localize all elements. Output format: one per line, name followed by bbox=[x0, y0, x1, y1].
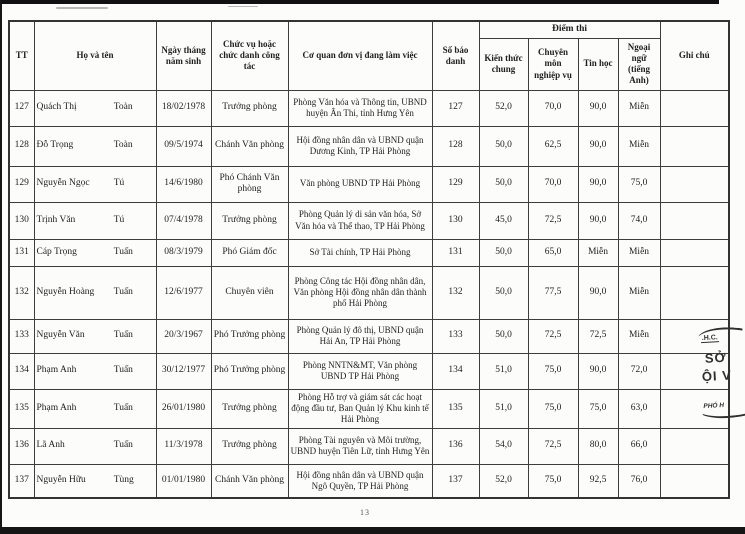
cell-sbd: 130 bbox=[432, 202, 479, 239]
cell-note bbox=[660, 166, 729, 202]
scan-edge-top bbox=[0, 0, 719, 4]
cell-position: Phó Trưởng phòng bbox=[211, 319, 288, 353]
given-name: Tuấn bbox=[113, 330, 133, 341]
cell-tt: 129 bbox=[9, 166, 34, 202]
cell-score-general: 52,0 bbox=[479, 90, 528, 126]
stamp-text: PHÓ H bbox=[703, 401, 725, 411]
cell-agency: Sở Tài chính, TP Hải Phòng bbox=[288, 239, 432, 266]
cell-agency: Hội đồng nhân dân và UBND quận Dương Kinh, TP Hải Phòng bbox=[288, 126, 432, 166]
cell-score-language: 76,0 bbox=[618, 464, 660, 498]
cell-score-professional: 75,0 bbox=[528, 389, 578, 428]
cell-score-general: 50,0 bbox=[479, 126, 528, 166]
given-name: Toàn bbox=[113, 140, 133, 151]
stamp-text: ỘI V bbox=[701, 367, 733, 385]
page-number: 13 bbox=[360, 508, 370, 517]
stamp-text: .H.C. bbox=[701, 334, 718, 343]
cell-position: Trưởng phòng bbox=[211, 202, 288, 239]
last-middle-name: Nguyễn Ngọc bbox=[36, 178, 90, 189]
cell-score-informatics: 90,0 bbox=[578, 353, 618, 389]
col-header-professional: Chuyên môn nghiệp vụ bbox=[528, 38, 578, 90]
cell-dob: 12/6/1977 bbox=[156, 266, 211, 319]
cell-agency: Văn phòng UBND TP Hải Phòng bbox=[288, 166, 432, 202]
col-header-informatics: Tin học bbox=[578, 38, 618, 90]
cell-dob: 18/02/1978 bbox=[156, 90, 211, 126]
last-middle-name: Trịnh Văn bbox=[36, 214, 76, 225]
cell-position: Trưởng phòng bbox=[211, 389, 288, 428]
cell-score-general: 52,0 bbox=[479, 464, 528, 498]
cell-sbd: 135 bbox=[432, 389, 479, 428]
cell-name bbox=[34, 353, 156, 389]
cell-score-general: 50,0 bbox=[479, 239, 528, 266]
cell-position: Chuyên viên bbox=[211, 266, 288, 319]
cell-score-language: 74,0 bbox=[618, 202, 660, 239]
cell-score-professional: 72,5 bbox=[528, 428, 578, 464]
cell-position: Chánh Văn phòng bbox=[211, 126, 288, 166]
last-middle-name: Cáp Trọng bbox=[36, 246, 77, 257]
cell-score-general: 50,0 bbox=[479, 319, 528, 353]
cell-score-professional: 75,0 bbox=[528, 464, 578, 498]
col-header-foreign-language: Ngoại ngữ (tiếng Anh) bbox=[618, 38, 660, 90]
cell-sbd: 127 bbox=[432, 90, 479, 126]
cell-score-language: 66,0 bbox=[618, 428, 660, 464]
cell-position: Phó Trưởng phòng bbox=[211, 353, 288, 389]
cell-sbd: 137 bbox=[432, 464, 479, 498]
cell-sbd: 132 bbox=[432, 266, 479, 319]
cell-score-general: 50,0 bbox=[479, 166, 528, 202]
cell-agency: Phòng Tài nguyên và Môi trường, UBND huyện Tiên Lữ, tỉnh Hưng Yên bbox=[288, 428, 432, 464]
given-name: Tuấn bbox=[113, 365, 133, 376]
given-name: Tuấn bbox=[113, 286, 133, 297]
table-row bbox=[9, 202, 729, 239]
cell-note bbox=[660, 202, 729, 239]
cell-score-informatics: 80,0 bbox=[578, 428, 618, 464]
table-header bbox=[9, 21, 729, 90]
cell-tt: 137 bbox=[9, 464, 34, 498]
cell-tt: 136 bbox=[9, 428, 34, 464]
cell-name bbox=[34, 319, 156, 353]
cell-dob: 09/5/1974 bbox=[156, 126, 211, 166]
cell-note bbox=[660, 90, 729, 126]
table-row bbox=[9, 353, 729, 389]
scan-edge-bottom bbox=[0, 527, 745, 534]
cell-name bbox=[34, 166, 156, 202]
last-middle-name: Phạm Anh bbox=[36, 402, 77, 413]
cell-score-informatics: 90,0 bbox=[578, 202, 618, 239]
col-header-name: Họ và tên bbox=[34, 21, 156, 90]
cell-agency: Phòng Hỗ trợ và giám sát các hoạt động đầu tư, Ban Quản lý Khu kinh tế Hải Phòng bbox=[288, 389, 432, 428]
given-name: Tuấn bbox=[113, 440, 133, 451]
official-stamp-partial bbox=[698, 325, 745, 433]
cell-position: Chánh Văn phòng bbox=[211, 464, 288, 498]
last-middle-name: Phạm Anh bbox=[36, 365, 77, 376]
cell-name bbox=[34, 90, 156, 126]
cell-score-language: Miễn bbox=[618, 319, 660, 353]
cell-tt: 133 bbox=[9, 319, 34, 353]
cell-note bbox=[660, 239, 729, 266]
given-name: Toàn bbox=[113, 102, 133, 113]
cell-dob: 01/01/1980 bbox=[156, 464, 211, 498]
table-row bbox=[9, 239, 729, 266]
cell-dob: 07/4/1978 bbox=[156, 202, 211, 239]
cell-note bbox=[660, 266, 729, 319]
cell-tt: 128 bbox=[9, 126, 34, 166]
table-row bbox=[9, 319, 729, 353]
cell-score-professional: 75,0 bbox=[528, 353, 578, 389]
table-row bbox=[9, 126, 729, 166]
cell-score-language: 75,0 bbox=[618, 166, 660, 202]
cell-score-general: 50,0 bbox=[479, 266, 528, 319]
cell-score-general: 51,0 bbox=[479, 389, 528, 428]
cell-score-language: Miễn bbox=[618, 266, 660, 319]
cell-dob: 30/12/1977 bbox=[156, 353, 211, 389]
cell-tt: 134 bbox=[9, 353, 34, 389]
cell-note bbox=[660, 428, 729, 464]
cell-sbd: 128 bbox=[432, 126, 479, 166]
cell-name bbox=[34, 126, 156, 166]
cell-score-informatics: 90,0 bbox=[578, 166, 618, 202]
last-middle-name: Lã Anh bbox=[36, 440, 65, 451]
cell-sbd: 133 bbox=[432, 319, 479, 353]
cell-sbd: 131 bbox=[432, 239, 479, 266]
cell-score-informatics: 92,5 bbox=[578, 464, 618, 498]
cell-note bbox=[660, 126, 729, 166]
cell-score-language: Miễn bbox=[618, 239, 660, 266]
cell-dob: 26/01/1980 bbox=[156, 389, 211, 428]
col-header-position: Chức vụ hoặc chức danh công tác bbox=[211, 21, 288, 90]
cell-score-informatics: 90,0 bbox=[578, 266, 618, 319]
col-header-exam-scores: Điểm thi bbox=[479, 21, 660, 38]
cell-position: Phó Giám đốc bbox=[211, 239, 288, 266]
cell-score-language: Miễn bbox=[618, 90, 660, 126]
cell-sbd: 134 bbox=[432, 353, 479, 389]
table-row bbox=[9, 90, 729, 126]
last-middle-name: Nguyễn Văn bbox=[36, 330, 85, 341]
last-middle-name: Nguyễn Hoàng bbox=[36, 286, 95, 297]
cell-score-informatics: 90,0 bbox=[578, 90, 618, 126]
cell-name bbox=[34, 202, 156, 239]
cell-score-professional: 72,5 bbox=[528, 202, 578, 239]
last-middle-name: Nguyễn Hữu bbox=[36, 475, 86, 486]
given-name: Tùng bbox=[113, 475, 134, 486]
exam-results-table bbox=[8, 20, 733, 499]
col-header-dob: Ngày tháng năm sinh bbox=[156, 21, 211, 90]
col-header-general-knowledge: Kiến thức chung bbox=[479, 38, 528, 90]
cell-score-professional: 65,0 bbox=[528, 239, 578, 266]
cell-score-informatics: 90,0 bbox=[578, 126, 618, 166]
cell-tt: 130 bbox=[9, 202, 34, 239]
cell-score-professional: 70,0 bbox=[528, 166, 578, 202]
cell-score-language: Miễn bbox=[618, 126, 660, 166]
cell-score-language: 63,0 bbox=[618, 389, 660, 428]
col-header-tt: TT bbox=[9, 21, 34, 90]
table-row bbox=[9, 428, 729, 464]
cell-agency: Phòng Văn hóa và Thông tin, UBND huyện Ân Thi, tỉnh Hưng Yên bbox=[288, 90, 432, 126]
given-name: Tú bbox=[113, 214, 125, 225]
cell-score-informatics: 75,0 bbox=[578, 389, 618, 428]
cell-agency: Hội đồng nhân dân và UBND quận Ngô Quyền, TP Hải Phòng bbox=[288, 464, 432, 498]
cell-agency: Phòng Quản lý di sản văn hóa, Sở Văn hóa và Thể thao, TP Hải Phòng bbox=[288, 202, 432, 239]
stamp-text: SỞ bbox=[704, 349, 728, 366]
cell-name bbox=[34, 266, 156, 319]
table-row bbox=[9, 464, 729, 498]
given-name: Tuấn bbox=[113, 402, 133, 413]
last-middle-name: Đỗ Trọng bbox=[36, 140, 74, 151]
table-row bbox=[9, 389, 729, 428]
cell-score-professional: 72,5 bbox=[528, 319, 578, 353]
cell-tt: 132 bbox=[9, 266, 34, 319]
cell-name bbox=[34, 428, 156, 464]
cell-name bbox=[34, 239, 156, 266]
cell-score-informatics: Miễn bbox=[578, 239, 618, 266]
cell-score-professional: 77,5 bbox=[528, 266, 578, 319]
col-header-sbd: Số báo danh bbox=[432, 21, 479, 90]
col-header-agency: Cơ quan đơn vị đang làm việc bbox=[288, 21, 432, 90]
scan-smudge bbox=[228, 6, 258, 7]
cell-score-informatics: 72,5 bbox=[578, 319, 618, 353]
cell-position: Phó Chánh Văn phòng bbox=[211, 166, 288, 202]
cell-position: Trưởng phòng bbox=[211, 428, 288, 464]
cell-score-general: 51,0 bbox=[479, 353, 528, 389]
cell-tt: 127 bbox=[9, 90, 34, 126]
cell-tt: 135 bbox=[9, 389, 34, 428]
cell-position: Trưởng phòng bbox=[211, 90, 288, 126]
given-name: Tú bbox=[113, 178, 125, 189]
cell-sbd: 136 bbox=[432, 428, 479, 464]
col-header-note: Ghi chú bbox=[660, 21, 729, 90]
scan-smudge bbox=[56, 7, 108, 9]
cell-score-professional: 70,0 bbox=[528, 90, 578, 126]
last-middle-name: Quách Thị bbox=[36, 102, 77, 113]
cell-dob: 14/6/1980 bbox=[156, 166, 211, 202]
cell-dob: 20/3/1967 bbox=[156, 319, 211, 353]
given-name: Tuấn bbox=[113, 246, 133, 257]
cell-score-general: 54,0 bbox=[479, 428, 528, 464]
cell-agency: Phòng NNTN&MT, Văn phòng UBND TP Hải Phòng bbox=[288, 353, 432, 389]
cell-name bbox=[34, 389, 156, 428]
cell-score-language: 72,0 bbox=[618, 353, 660, 389]
cell-tt: 131 bbox=[9, 239, 34, 266]
cell-sbd: 129 bbox=[432, 166, 479, 202]
table-row bbox=[9, 166, 729, 202]
cell-name bbox=[34, 464, 156, 498]
cell-agency: Phòng Công tác Hội đồng nhân dân, Văn phòng Hội đồng nhân dân thành phố Hải Phòng bbox=[288, 266, 432, 319]
cell-note bbox=[660, 464, 729, 498]
cell-agency: Phòng Quản lý đô thị, UBND quận Hải An, TP Hải Phòng bbox=[288, 319, 432, 353]
cell-dob: 08/3/1979 bbox=[156, 239, 211, 266]
table-row bbox=[9, 266, 729, 319]
cell-score-professional: 62,5 bbox=[528, 126, 578, 166]
cell-dob: 11/3/1978 bbox=[156, 428, 211, 464]
scan-edge-left bbox=[0, 0, 2, 534]
cell-score-general: 45,0 bbox=[479, 202, 528, 239]
